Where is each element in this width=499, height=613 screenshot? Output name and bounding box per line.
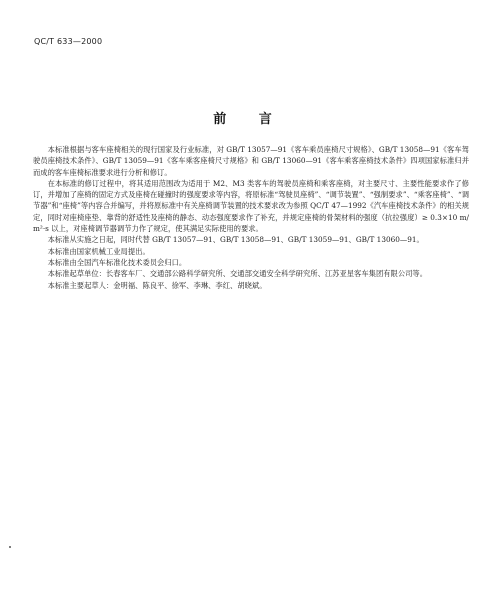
paragraph-revision: 在本标准的修订过程中，将其适用范围改为适用于 M2、M3 类客车的驾驶员座椅和乘客座椅，对主要尺寸、主要性能要求作了修订，并增加了座椅的固定方式及座椅在碰撞时的强度要求等内容，将原标准“驾驶员座椅”、“调节装置”、“强制要求”、“乘客座椅”、“调节器”和“座椅”等内容合并编写，并将原标准中有关座椅调节装置的技术要求改为参照 QC/T 47—1992《汽车座椅技术条件》的相关规定，同时对座椅座垫、靠背的舒适性及座椅的静态、动态强度要求作了补充，并规定座椅的骨架材料的强度（抗拉强度）≥ 0.3×10 m/m²·s 以上，对座椅调节器调节力作了规定，使其满足实际使用的要求。 (33, 178, 469, 234)
foreword-body (33, 144, 469, 291)
standard-code: QC/T 633—2000 (34, 37, 103, 46)
paragraph-proposer: 本标准由国家机械工业局提出。 (47, 246, 150, 256)
paragraph-drafting-units: 本标准起草单位：长春客车厂、交通部公路科学研究所、交通部交通安全科学研究所、江苏亚星客车集团有限公司等。 (47, 269, 428, 279)
paragraph-drafters: 本标准主要起草人：金明福、陈良平、徐军、李琳、李红、胡晓斌。 (47, 280, 267, 290)
scan-speck (9, 546, 11, 548)
page-title: 前 言 (213, 112, 286, 127)
paragraph-custodian: 本标准由全国汽车标准化技术委员会归口。 (47, 257, 187, 267)
paragraph-scope: 本标准根据与客车座椅相关的现行国家及行业标准，对 GB/T 13057—91《客车乘员座椅尺寸规格》、GB/T 13058—91《客车驾驶员座椅技术条件》、GB/T 13059—91《客车乘客座椅尺寸规格》和 GB/T 13060—91《客车乘客座椅技术条件》四项国家标准归并而成的客车座椅标准要求进行分析和修订。 (33, 145, 469, 177)
paragraph-replacement: 本标准从实施之日起，同时代替 GB/T 13057—91、GB/T 13058—91、GB/T 13059—91、GB/T 13060—91。 (47, 235, 424, 245)
